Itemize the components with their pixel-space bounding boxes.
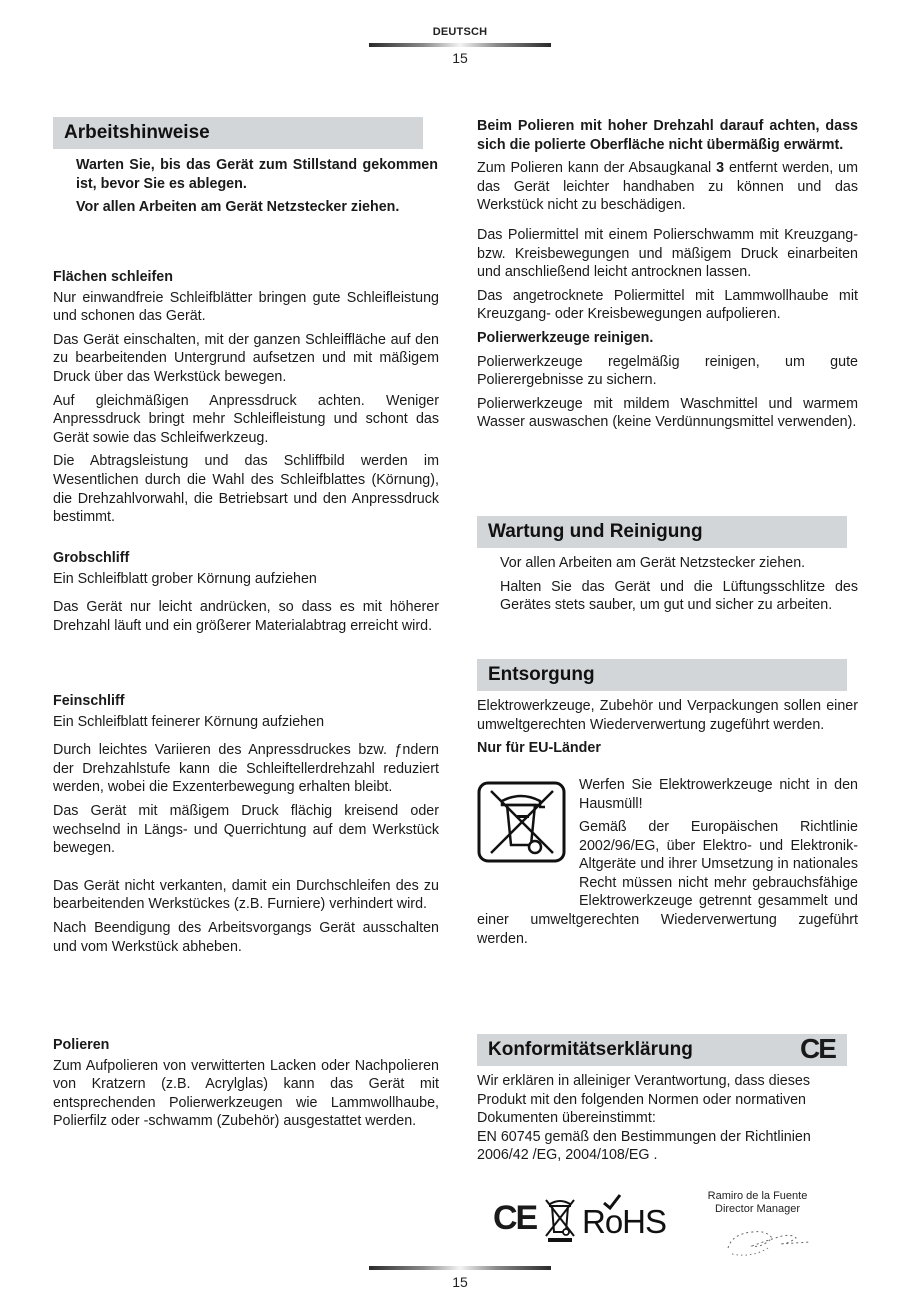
signature-icon [722,1222,812,1262]
paragraph: Werfen Sie Elektrowerkzeuge nicht in den Hausmüll! [579,777,858,812]
paragraph: Das Gerät einschalten, mit der ganzen Schleiffläche auf den zu bearbeitenden Untergrund aufsetzen und mit mäßigem Druck über das Werkstück bewegen. [53,331,439,385]
paragraph: Halten Sie das Gerät und die Lüftungsschlitze des Gerätes stets sauber, um gut und sicher zu arbeiten. [500,578,858,614]
header-rule [369,43,551,47]
section-header-arbeitshinweise [53,117,423,149]
paragraph: Auf gleichmäßigen Anpressdruck achten. Weniger Anpressdruck bringt mehr Schleifleistung und schont das Gerät sowie das Schleifwerkzeug. [53,392,439,446]
section-header-konformitaet [477,1034,847,1066]
section-grobschliff [53,549,439,640]
section-polieren [53,1036,439,1136]
paragraph: Nach Beendigung des Arbeitsvorgangs Gerät ausschalten und vom Werkstück abheben. [53,919,439,955]
paragraph: Ein Schleifblatt grober Körnung aufziehen [53,570,317,587]
paragraph: Nur einwandfreie Schleifblätter bringen gute Schleifleistung und schonen das Gerät. [53,289,439,325]
section-title: Entsorgung [488,664,595,685]
section-feinschliff [53,692,439,961]
section-polieren-continued [477,117,858,437]
paragraph [477,818,858,948]
text: Gemäß der Europäischen Richtlinie 2002/96/EG, über Elektro- und Elektronik-Altgeräte und ihrer Umsetzung in nationales Recht müssen nicht mehr gebrauchsfähige Elektrowerkzeuge getrennt gesammelt und einer umweltgerechten Wiederverwertung zugeführt werden. [477,819,858,947]
warnings-block [76,156,438,222]
language-label: DEUTSCH [432,26,488,38]
paragraph: Das Gerät nicht verkanten, damit ein Durchschleifen des zu bearbeitenden Werkstückes (z.B. Furniere) verhindert wird. [53,877,439,913]
konformitaet-block [477,1072,863,1165]
part-reference: 3 [716,160,725,177]
header-page-number: 15 [452,50,468,66]
subsection-title: Flächen schleifen [53,269,173,285]
section-title: Arbeitshinweise [64,122,210,143]
section-title: Wartung und Reinigung [488,521,703,542]
text: entfernt werden, um das Gerät leichter handhaben zu können und das Werkstück nicht zu beschädigen. [477,160,858,214]
paragraph: Die Abtragsleistung und das Schliffbild werden im Wesentlichen durch die Wahl des Schleifblattes (Körnung), die Drehzahlvorwahl, die Betriebsart und den Anpressdruck bestimmt. [53,453,439,526]
eu-subtitle: Nur für EU-Länder [477,740,601,757]
paragraph: Das angetrocknete Poliermittel mit Lammwollhaube mit Kreuzgang- oder Kreisbewegungen aufpolieren. [477,287,858,323]
paragraph: Durch leichtes Variieren des Anpressdruckes bzw. ƒndern der Drehzahlstufe kann die Schleiftellerdrehzahl reduziert werden, wobei die Exzenterbewegung erhalten bleibt. [53,742,439,796]
eu-text-wrap [477,818,858,953]
ce-mark-icon: CE [800,1033,835,1064]
signer-title: Director Manager [715,1203,800,1215]
warning-text: Vor allen Arbeiten am Gerät Netzstecker ziehen. [76,199,400,216]
section-header-wartung [477,516,847,548]
paragraph: Das Gerät mit mäßigem Druck flächig kreisend oder wechselnd in Längs- und Querrichtung auf dem Werkstück bewegen. [53,802,439,857]
paragraph: Das Gerät nur leicht andrücken, so dass es mit höherer Drehzahl läuft und ein größerer Materialabtrag erreicht wird. [53,599,439,634]
subsection-title: Polierwerkzeuge reinigen. [477,329,654,346]
footer-page-number: 15 [452,1274,468,1290]
paragraph: Das Poliermittel mit einem Polierschwamm mit Kreuzgang- bzw. Kreisbewegungen und mäßigem Druck einarbeiten und anschließend leicht antrocknen lassen. [477,226,858,281]
section-flaechen-schleifen [53,268,439,532]
paragraph: Elektrowerkzeuge, Zubehör und Verpackungen sollen einer umweltgerechten Wiederverwertung zugeführt werden. [477,698,858,733]
paragraph: Zum Aufpolieren von verwitterten Lacken oder Nachpolieren von Kratzern (z.B. Acrylglas) kann das Gerät mit entsprechenden Polierwerkzeugen wie Lammwollhaube, Polierfilz oder -schwamm (Zubehör) ausgestattet werden. [53,1057,439,1130]
subsection-title: Grobschliff [53,550,130,566]
section-header-entsorgung [477,659,847,691]
wartung-block [500,554,858,620]
standard-text: EN 60745 gemäß den Bestimmungen der Richtlinien 2006/42 /EG, 2004/108/EG . [477,1128,811,1164]
paragraph: Wir erklären in alleiniger Verantwortung, dass dieses Produkt mit den folgenden Normen oder normativen Dokumenten übereinstimmt: [477,1073,810,1127]
subsection-title: Polieren [53,1037,110,1053]
weee-logo-icon [544,1198,576,1242]
paragraph: Polierwerkzeuge mit mildem Waschmittel und warmem Wasser auswaschen (keine Verdünnungsmittel verwenden). [477,395,858,431]
bold-note: Beim Polieren mit hoher Drehzahl darauf achten, dass sich die polierte Oberfläche nicht übermäßig erwärmt. [477,118,858,153]
signer-name: Ramiro de la Fuente [707,1190,808,1202]
subsection-title: Feinschliff [53,693,125,709]
footer-rule [369,1266,551,1270]
ce-logo-icon: CE [493,1199,537,1237]
paragraph [477,159,858,215]
rohs-checkmark-icon [602,1194,622,1210]
signer-block [690,1190,825,1216]
section-title: Konformitätserklärung [488,1039,693,1060]
rohs-logo-icon: RoHS [582,1203,667,1240]
paragraph: Polierwerkzeuge regelmäßig reinigen, um gute Polierergebnisse zu sichern. [477,353,858,389]
text: Zum Polieren kann der Absaugkanal [477,160,717,177]
eu-text-side [579,776,858,818]
icon-spacer [477,818,579,894]
warning-text: Warten Sie, bis das Gerät zum Stillstand gekommen ist, bevor Sie es ablegen. [76,157,438,192]
paragraph: Ein Schleifblatt feinerer Körnung aufziehen [53,713,325,730]
paragraph: Vor allen Arbeiten am Gerät Netzstecker ziehen. [500,555,806,571]
entsorgung-intro [477,697,858,760]
